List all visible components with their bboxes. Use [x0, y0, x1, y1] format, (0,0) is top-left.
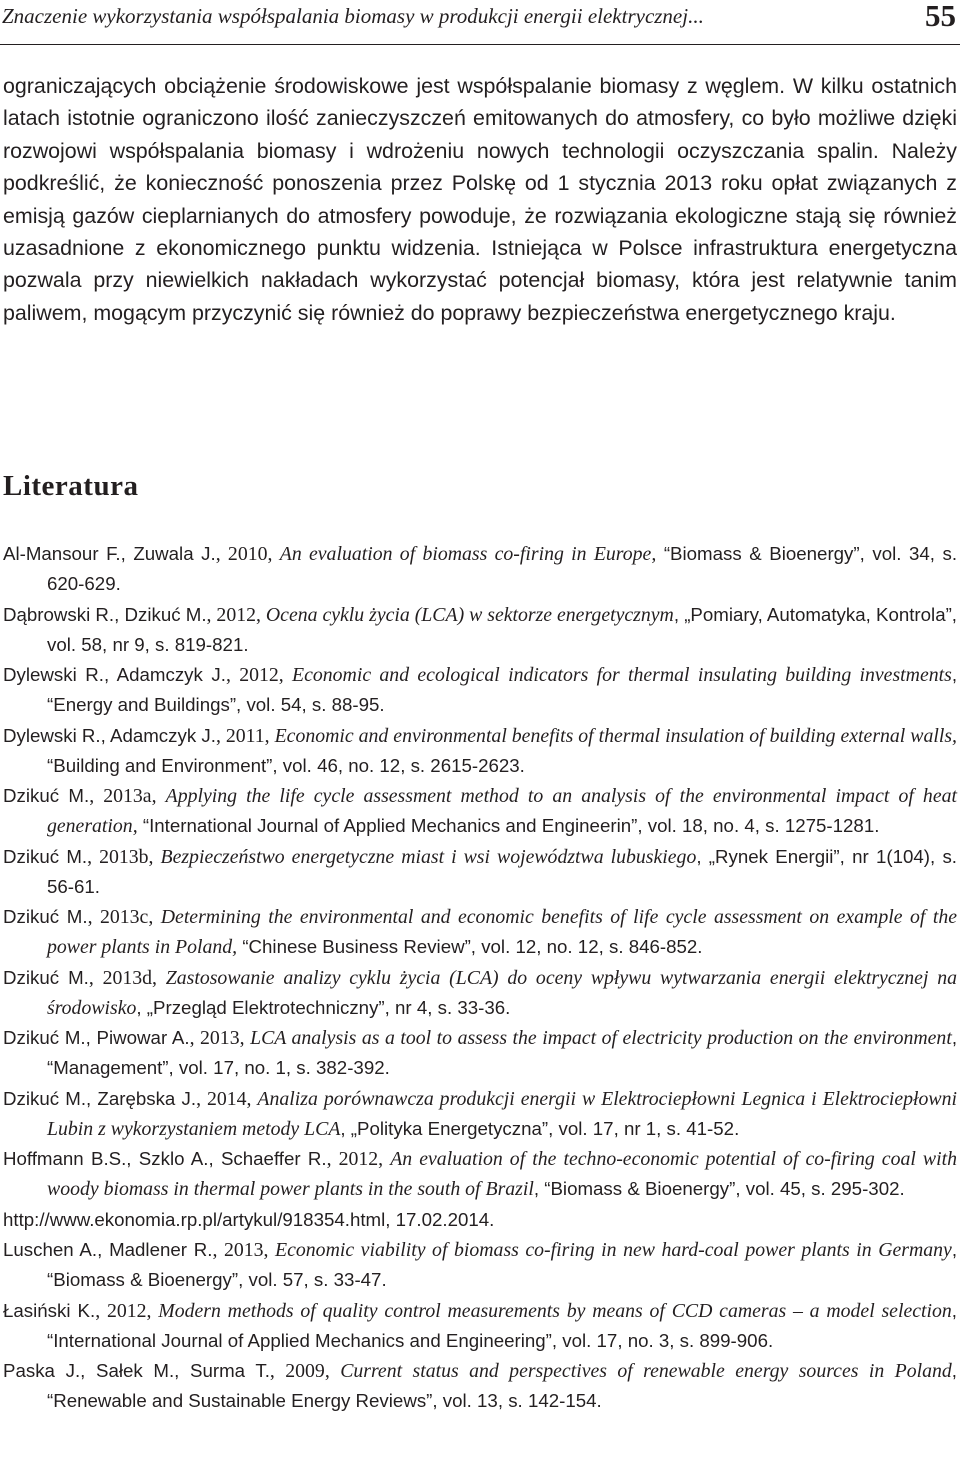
reference-year: , 2013a, — [89, 785, 166, 807]
reference-title: Economic viability of biomass co-firing in new hard-coal power plants in Germany — [275, 1239, 952, 1261]
page-number: 55 — [925, 0, 956, 33]
reference-year: , 2013b, — [87, 845, 161, 868]
reference-title: Ocena cyklu życia (LCA) w sektorze energetycznym — [265, 603, 674, 626]
reference-source: “International Journal of Applied Mechanics and Engineerin”, vol. 18, no. 4, s. 1275-1281. — [137, 815, 880, 836]
reference-item — [3, 539, 957, 599]
reference-year: , 2013, — [212, 1239, 276, 1261]
reference-year: , 2012, — [206, 603, 266, 626]
reference-year: , 2013, — [189, 1027, 251, 1049]
reference-year: , 2014, — [196, 1087, 258, 1110]
reference-authors: Dzikuć M., Piwowar A. — [3, 1027, 190, 1048]
reference-item — [3, 902, 957, 962]
reference-item — [3, 1205, 957, 1235]
running-header — [0, 0, 960, 45]
reference-source: “Biomass & Bioenergy”, vol. 34, s. 620-629. — [47, 543, 958, 594]
reference-item — [3, 781, 957, 841]
reference-authors: Łasiński K. — [3, 1299, 96, 1321]
reference-title: Modern methods of quality control measurements by means of CCD cameras – a model selection — [158, 1299, 952, 1322]
reference-year: , 2011, — [215, 724, 275, 747]
reference-item — [3, 660, 957, 720]
reference-title: Current status and perspectives of renewable energy sources in Poland — [340, 1360, 952, 1382]
reference-year: , 2009, — [269, 1360, 341, 1382]
reference-item — [3, 963, 957, 1023]
reference-authors: Dąbrowski R., Dzikuć M. — [3, 603, 207, 625]
reference-source: , „Rynek Energii”, nr 1(104), s. 56-61. — [47, 845, 958, 897]
reference-item — [3, 1296, 957, 1356]
reference-title: Zastosowanie analizy cyklu życia (LCA) do oceny wpływu wytwarzania energii elektrycznej na środowisko — [47, 966, 957, 1019]
reference-source: , „Przegląd Elektrotechniczny”, nr 4, s. 33-36. — [136, 996, 511, 1018]
reference-source: , “Energy and Buildings”, vol. 54, s. 88-95. — [47, 664, 958, 715]
reference-authors: Dzikuć M. — [3, 966, 89, 988]
reference-authors: Al-Mansour F., Zuwala J. — [3, 543, 216, 564]
reference-source: , “Renewable and Sustainable Energy Reviews”, vol. 13, s. 142-154. — [47, 1360, 957, 1411]
reference-authors: Hoffmann B.S., Szklo A., Schaeffer R. — [3, 1148, 327, 1169]
reference-source: “Building and Environment”, vol. 46, no. 12, s. 2615-2623. — [47, 754, 525, 776]
reference-item — [3, 721, 957, 781]
reference-title: LCA analysis as a tool to assess the impact of electricity production on the environment — [250, 1027, 952, 1049]
body-paragraph: ograniczających obciążenie środowiskowe jest współspalanie biomasy z węglem. W kilku ostatnich latach istotnie ograniczono ilość zanieczyszczeń emitowanych do atmosfery, co było możliwe dzięki rozwojowi współspalania biomasy i wdrożeniu nowych technologii oczyszczania spalin. Należy podkreślić, że konieczność ponoszenia przez Polskę od 1 stycznia 2013 roku opłat związanych z emisją gazów cieplarnianych do atmosfery powoduje, że rozwiązania ekologiczne stają się również uzasadnione z ekonomicznego punktu widzenia. Istniejąca w Polsce infrastruktura energetyczna pozwala przy niewielkich nakładach wykorzystać potencjał biomasy, która jest relatywnie tanim paliwem, mogącym przyczynić się również do poprawy bezpieczeństwa energetycznego kraju. — [3, 74, 957, 325]
running-header-title: Znaczenie wykorzystania współspalania biomasy w produkcji energii elektrycznej... — [2, 4, 704, 28]
reference-year: , 2012, — [326, 1148, 391, 1170]
reference-title: Bezpieczeństwo energetyczne miast i wsi województwa lubuskiego — [160, 845, 697, 868]
reference-title: Economic and environmental benefits of thermal insulation of building external walls, — [274, 724, 957, 747]
reference-item — [3, 1084, 957, 1144]
reference-authors: Dzikuć M. — [3, 906, 88, 927]
reference-item — [3, 1023, 957, 1083]
reference-source: , “Biomass & Bioenergy”, vol. 45, s. 295-302. — [533, 1178, 905, 1199]
reference-source: “Chinese Business Review”, vol. 12, no. 12, s. 846-852. — [237, 936, 703, 957]
reference-authors: Dzikuć M. — [3, 845, 88, 867]
reference-source: , “Biomass & Bioenergy”, vol. 57, s. 33-47. — [47, 1239, 958, 1290]
reference-authors: Paska J., Sałek M., Surma T. — [3, 1360, 270, 1381]
reference-item — [3, 600, 957, 660]
reference-item — [3, 1356, 957, 1416]
reference-source: , „Pomiary, Automatyka, Kontrola”, vol. 58, nr 9, s. 819-821. — [47, 603, 957, 655]
reference-authors: Dzikuć M. — [3, 785, 90, 806]
reference-item — [3, 1144, 957, 1204]
reference-title: An evaluation of biomass co-firing in Europe, — [279, 543, 657, 565]
reference-title: Economic and ecological indicators for thermal insulating building investments — [292, 664, 952, 686]
reference-year: , 2010, — [215, 543, 280, 565]
reference-item — [3, 1235, 957, 1295]
reference-year: , 2013d, — [88, 966, 166, 989]
reference-authors: Dylewski R., Adamczyk J. — [3, 664, 226, 685]
reference-source: , “Management”, vol. 17, no. 1, s. 382-392. — [47, 1027, 958, 1078]
reference-authors: Dylewski R., Adamczyk J. — [3, 724, 216, 746]
reference-source: http://www.ekonomia.rp.pl/artykul/918354.html, 17.02.2014. — [3, 1208, 495, 1230]
reference-source: , “International Journal of Applied Mechanics and Engineering”, vol. 17, no. 3, s. 899-906. — [47, 1299, 957, 1351]
reference-year: , 2012, — [225, 664, 293, 686]
reference-title: Analiza porównawcza produkcji energii w Elektrociepłowni Legnica i Elektrociepłowni Lubin z wykorzystaniem metody LCA — [47, 1087, 957, 1140]
reference-authors: Dzikuć M., Zarębska J. — [3, 1087, 197, 1109]
section-title: Literatura — [3, 470, 139, 502]
reference-item — [3, 842, 957, 902]
reference-title: Determining the environmental and economic benefits of life cycle assessment on example of the power plants in Poland, — [47, 906, 958, 958]
reference-source: , „Polityka Energetyczna”, vol. 17, nr 1, s. 41-52. — [340, 1117, 740, 1139]
reference-title: Applying the life cycle assessment method to an analysis of the environmental impact of heat generation, — [47, 785, 957, 837]
reference-year: , 2012, — [95, 1299, 159, 1322]
reference-authors: Luschen A., Madlener R. — [3, 1239, 213, 1260]
reference-year: , 2013c, — [87, 906, 161, 928]
reference-list — [3, 539, 957, 1417]
reference-title: An evaluation of the techno-economic potential of co-firing coal with woody biomass in thermal power plants in the south of Brazil — [47, 1148, 958, 1200]
